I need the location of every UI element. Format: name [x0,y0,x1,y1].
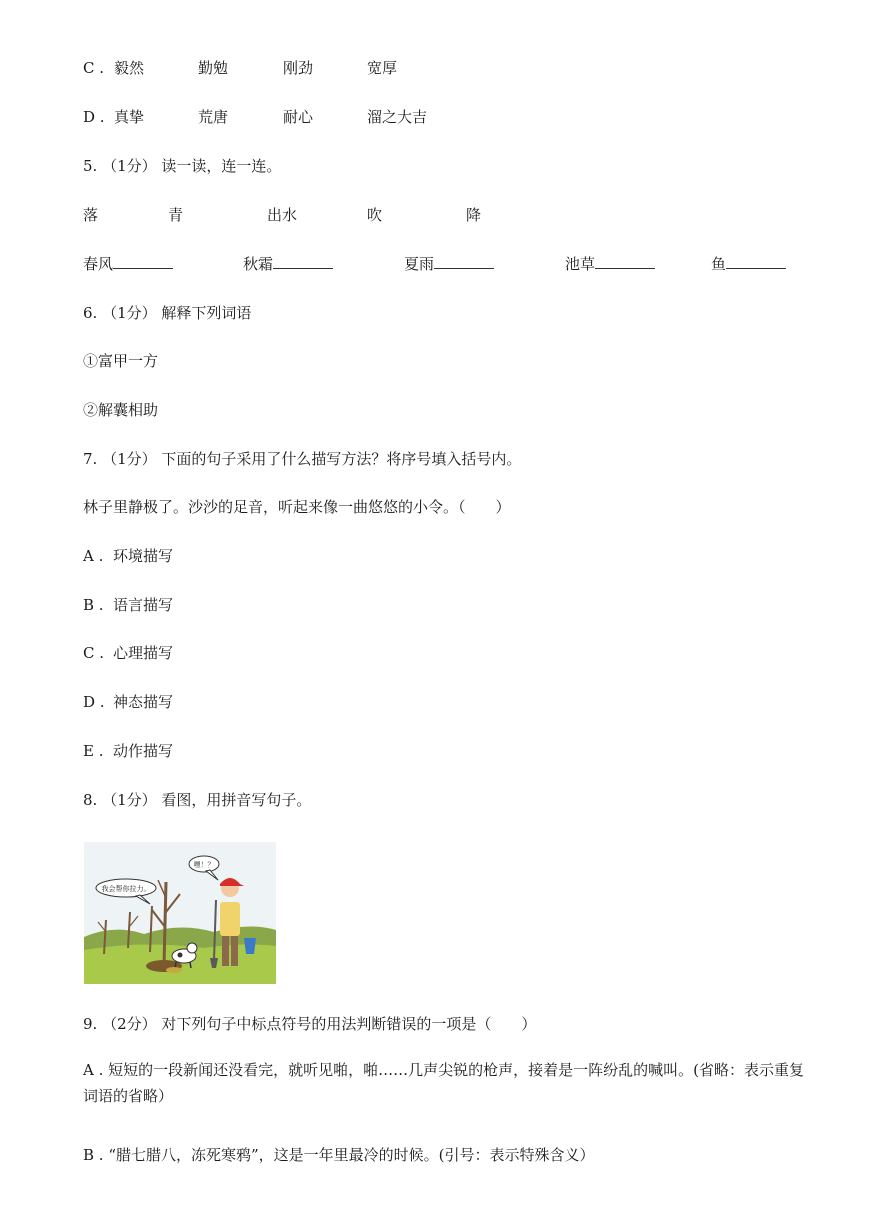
q7-option-c[interactable] [83,643,173,663]
answer-blank[interactable] [273,254,333,269]
q5-bottom-item-3 [404,254,494,274]
q9-option-b[interactable]: B . “腊七腊八，冻死寒鸦”，这是一年里最冷的时候。(引号：表示特殊含义） [83,1146,595,1164]
answer-blank[interactable] [595,254,655,269]
option-label: C . [83,644,105,662]
option-label: D . [83,693,105,711]
q9-title: 9. （2分） 对下列句子中标点符号的用法判断错误的一项是（ ） [83,1015,537,1033]
option-label: A . [83,547,104,565]
q4-option-c-word-2: 勤勉 [198,59,229,77]
option-label: B . [83,596,104,614]
q7-title: 7. （1分） 下面的句子采用了什么描写方法？将序号填入括号内。 [83,450,522,468]
q7-option-a[interactable] [83,546,173,566]
q8-title: 8. （1分） 看图，用拼音写句子。 [83,791,312,809]
q7-option-d[interactable] [83,692,173,712]
q4-option-c-word-1: 毅然 [114,59,145,77]
q7-option-e[interactable] [83,741,173,761]
q5-bottom-item-2 [243,254,333,274]
q7-sentence: 林子里静极了。沙沙的足音，听起来像一曲悠悠的小令。（ ） [83,498,511,516]
answer-blank[interactable] [726,254,786,269]
q5-top-word-5: 降 [466,206,482,224]
q7-option-b[interactable] [83,595,173,615]
q5-bottom-word: 春风 [83,255,114,273]
q5-top-word-2: 青 [168,206,184,224]
q4-option-d-label: D . [83,108,105,126]
option-text: 语言描写 [113,596,174,614]
option-text: 心理描写 [113,644,174,662]
bubble-right-text: 嘿！？ [193,861,215,869]
q5-bottom-item-5 [711,254,786,274]
q4-option-d-word-2: 荒唐 [198,108,229,126]
bubble-left-text: 我会帮你拉力。 [101,885,151,893]
answer-blank[interactable] [434,254,494,269]
q5-bottom-item-4 [565,254,655,274]
q5-top-word-1: 落 [83,206,99,224]
q4-option-c-word-4: 宽厚 [367,59,398,77]
q4-option-c-label: C . [83,59,105,77]
q4-option-c-word-3: 刚劲 [283,59,314,77]
tree-planting-illustration [84,842,276,984]
q4-option-d-word-1: 真挚 [114,108,145,126]
q6-title: 6. （1分） 解释下列词语 [83,304,252,322]
q5-top-word-4: 吹 [367,206,383,224]
option-label: E . [83,742,104,760]
q5-bottom-word: 池草 [565,255,596,273]
answer-blank[interactable] [113,254,173,269]
option-text: 环境描写 [113,547,174,565]
q5-bottom-item-1 [83,254,173,274]
q5-bottom-word: 鱼 [711,255,727,273]
q6-item-1: ①富甲一方 [83,352,159,370]
q5-bottom-word: 秋霜 [243,255,274,273]
option-text: 动作描写 [113,742,174,760]
q4-option-d-word-4: 溜之大吉 [367,108,428,126]
q6-item-2: ②解囊相助 [83,401,159,419]
q5-title: 5. （1分） 读一读，连一连。 [83,157,282,175]
q8-illustration [84,842,276,984]
q4-option-d-word-3: 耐心 [283,108,314,126]
q5-bottom-word: 夏雨 [404,255,435,273]
q9-option-a[interactable]: A . 短短的一段新闻还没看完，就听见啪，啪……几声尖锐的枪声，接着是一阵纷乱的喊叫。(省略：表示重复词语的省略） [83,1061,804,1105]
q5-top-word-3: 出水 [267,206,298,224]
option-text: 神态描写 [113,693,174,711]
